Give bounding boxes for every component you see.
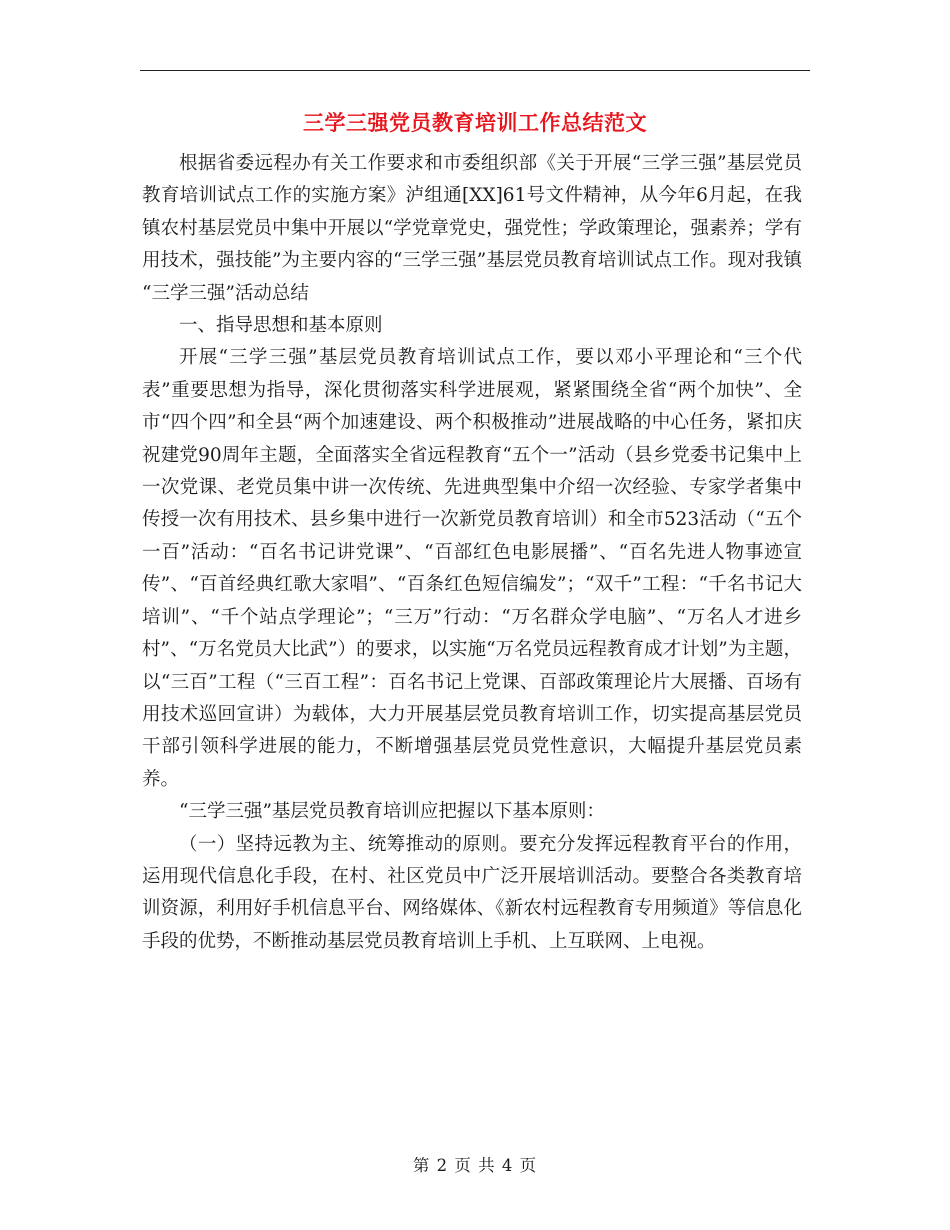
paragraph-intro: 根据省委远程办有关工作要求和市委组织部《关于开展“三学三强”基层党员教育培训试点工作的实施方案》泸组通[XX]61号文件精神，从今年6月起，在我镇农村基层党员中集中开展以“学党章党史，强党性；学政策理论，强素养；学有用技术，强技能”为主要内容的“三学三强”基层党员教育培训试点工作。现对我镇 “三学三强”活动总结 — [142, 153, 802, 304]
document-body — [142, 148, 802, 958]
paragraph-principles-intro: “三学三强”基层党员教育培训应把握以下基本原则： — [179, 801, 605, 823]
page-title: 三学三强党员教育培训工作总结范文 — [303, 110, 647, 135]
header-rule — [140, 70, 810, 71]
paragraph-principle-one: （一）坚持远教为主、统筹推动的原则。要充分发挥远程教育平台的作用，运用现代信息化手段，在村、社区党员中广泛开展培训活动。要整合各类教育培训资源，利用好手机信息平台、网络媒体、《新农村远程教育专用频道》等信息化手段的优势，不断推动基层党员教育培训上手机、上互联网、上电视。 — [142, 833, 802, 952]
section-heading: 一、指导思想和基本原则 — [179, 315, 383, 337]
page-number: 第 2 页 共 4 页 — [412, 1156, 538, 1175]
paragraph-guiding-thought: 开展“三学三强”基层党员教育培训试点工作，要以邓小平理论和“三个代表”重要思想为指导，深化贯彻落实科学进展观，紧紧围绕全省“两个加快”、全市“四个四”和全县“两个加速建设、两个积极推动”进展战略的中心任务，紧扣庆祝建党90周年主题，全面落实全省远程教育“五个一”活动（县乡党委书记集中上一次党课、老党员集中讲一次传统、先进典型集中介绍一次经验、专家学者集中传授一次有用技术、县乡集中进行一次新党员教育培训）和全市523活动（“五个一百”活动：“百名书记讲党课”、“百部红色电影展播”、“百名先进人物事迹宣传”、“百首经典红歌大家唱”、“百条红色短信编发”；“双千”工程：“千名书记大培训”、“千个站点学理论”；“三万”行动：“万名群众学电脑”、“万名人才进乡村”、“万名党员大比武”）的要求，以实施“万名党员远程教育成才计划”为主题，以“三百”工程（“三百工程”：百名书记上党课、百部政策理论片大展播、百场有用技术巡回宣讲）为载体，大力开展基层党员教育培训工作，切实提高基层党员干部引领科学进展的能力，不断增强基层党员党性意识，大幅提升基层党员素养。 — [142, 347, 802, 790]
